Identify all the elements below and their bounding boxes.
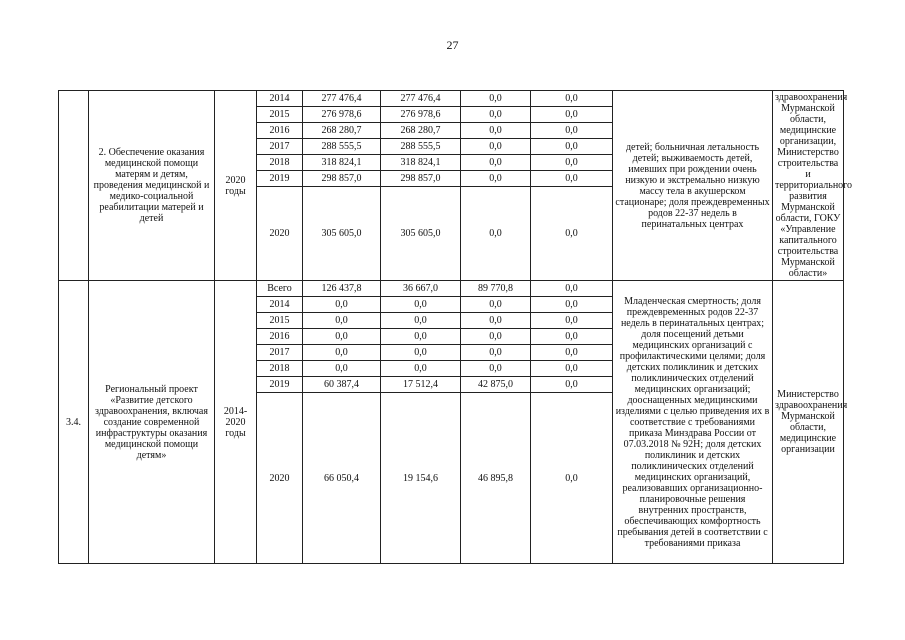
total-cell: 0,0: [303, 345, 381, 361]
item-name-cell: 2. Обеспечение оказания медицинской помощи матерям и детям, проведения медицинской и медико-социальной реабилитации матерей и детей: [89, 91, 215, 281]
budget-cell: 19 154,6: [381, 393, 461, 564]
year-cell: 2020: [257, 187, 303, 281]
budget-cell: 0,0: [381, 297, 461, 313]
other-cell: 0,0: [531, 155, 613, 171]
year-cell: 2019: [257, 377, 303, 393]
total-cell: 0,0: [303, 329, 381, 345]
total-cell: 277 476,4: [303, 91, 381, 107]
other-cell: 0,0: [531, 123, 613, 139]
indicators-cell: детей; больничная летальность детей; выживаемость детей, имевших при рождении очень низкую и экстремально низкую массу тела в акушерском стационаре; доля преждевременных родов 22-37 недель в перинатальных центрах: [613, 91, 773, 281]
program-table: [58, 90, 853, 564]
year-cell: 2015: [257, 313, 303, 329]
year-cell: 2018: [257, 361, 303, 377]
executors-cell: Министерство здравоохранения Мурманской области, медицинские организации: [773, 281, 844, 564]
federal-cell: 0,0: [461, 91, 531, 107]
other-cell: 0,0: [531, 281, 613, 297]
total-cell: 0,0: [303, 361, 381, 377]
table-row: [59, 281, 844, 297]
budget-cell: 277 476,4: [381, 91, 461, 107]
total-cell: 318 824,1: [303, 155, 381, 171]
budget-cell: 288 555,5: [381, 139, 461, 155]
federal-cell: 0,0: [461, 297, 531, 313]
total-cell: 0,0: [303, 313, 381, 329]
year-cell: 2014: [257, 297, 303, 313]
budget-cell: 0,0: [381, 361, 461, 377]
other-cell: 0,0: [531, 139, 613, 155]
year-cell: 2016: [257, 329, 303, 345]
indicators-cell: Младенческая смертность; доля преждевременных родов 22-37 недель в перинатальных центрах; доля посещений детьми медицинских организаций с профилактическими целями; доля детских поликлиник и детских поликлинических отделений медицинских организаций; дооснащенных медицинскими изделиями с целью приведения их в соответствие с требованиями приказа Минздрава России от 07.03.2018 № 92Н; доля детских поликлиник и детских поликлинических отделений медицинских организаций, реализовавших организационно-планировочные решения внутренних пространств, обеспечивающих комфортность пребывания детей в соответствии с требованиями приказа: [613, 281, 773, 564]
federal-cell: 0,0: [461, 345, 531, 361]
total-cell: 66 050,4: [303, 393, 381, 564]
total-cell: 126 437,8: [303, 281, 381, 297]
total-cell: 268 280,7: [303, 123, 381, 139]
budget-cell: 276 978,6: [381, 107, 461, 123]
total-cell: 60 387,4: [303, 377, 381, 393]
federal-cell: 46 895,8: [461, 393, 531, 564]
total-cell: 288 555,5: [303, 139, 381, 155]
total-cell: 0,0: [303, 297, 381, 313]
item-name-cell: Региональный проект «Развитие детского здравоохранения, включая создание современной инфраструктуры оказания медицинской помощи детям»: [89, 281, 215, 564]
budget-cell: 36 667,0: [381, 281, 461, 297]
year-cell: 2017: [257, 345, 303, 361]
federal-cell: 42 875,0: [461, 377, 531, 393]
item-number-cell: [59, 91, 89, 281]
budget-cell: 305 605,0: [381, 187, 461, 281]
other-cell: 0,0: [531, 377, 613, 393]
item-number-cell: 3.4.: [59, 281, 89, 564]
other-cell: 0,0: [531, 91, 613, 107]
federal-cell: 89 770,8: [461, 281, 531, 297]
other-cell: 0,0: [531, 297, 613, 313]
federal-cell: 0,0: [461, 361, 531, 377]
total-cell: 305 605,0: [303, 187, 381, 281]
other-cell: 0,0: [531, 187, 613, 281]
budget-cell: 298 857,0: [381, 171, 461, 187]
federal-cell: 0,0: [461, 123, 531, 139]
total-cell: 298 857,0: [303, 171, 381, 187]
year-cell: 2020: [257, 393, 303, 564]
federal-cell: 0,0: [461, 187, 531, 281]
federal-cell: 0,0: [461, 107, 531, 123]
year-cell: 2017: [257, 139, 303, 155]
year-cell: Всего: [257, 281, 303, 297]
budget-cell: 0,0: [381, 329, 461, 345]
budget-cell: 0,0: [381, 313, 461, 329]
total-cell: 276 978,6: [303, 107, 381, 123]
budget-cell: 318 824,1: [381, 155, 461, 171]
year-cell: 2018: [257, 155, 303, 171]
federal-cell: 0,0: [461, 329, 531, 345]
federal-cell: 0,0: [461, 155, 531, 171]
year-cell: 2019: [257, 171, 303, 187]
other-cell: 0,0: [531, 361, 613, 377]
period-cell: 2020 годы: [215, 91, 257, 281]
federal-cell: 0,0: [461, 139, 531, 155]
executors-cell: здравоохранения Мурманской области, медицинские организации, Министерство строительства и территориального развития Мурманской области, ГОКУ «Управление капитального строительства Мурманской области»: [773, 91, 844, 281]
other-cell: 0,0: [531, 345, 613, 361]
budget-cell: 268 280,7: [381, 123, 461, 139]
other-cell: 0,0: [531, 393, 613, 564]
table-row: [59, 91, 844, 107]
page-number: 27: [446, 38, 459, 52]
period-cell: 2014-2020 годы: [215, 281, 257, 564]
budget-cell: 0,0: [381, 345, 461, 361]
year-cell: 2016: [257, 123, 303, 139]
year-cell: 2015: [257, 107, 303, 123]
other-cell: 0,0: [531, 171, 613, 187]
other-cell: 0,0: [531, 329, 613, 345]
year-cell: 2014: [257, 91, 303, 107]
federal-cell: 0,0: [461, 171, 531, 187]
federal-cell: 0,0: [461, 313, 531, 329]
other-cell: 0,0: [531, 107, 613, 123]
budget-cell: 17 512,4: [381, 377, 461, 393]
other-cell: 0,0: [531, 313, 613, 329]
